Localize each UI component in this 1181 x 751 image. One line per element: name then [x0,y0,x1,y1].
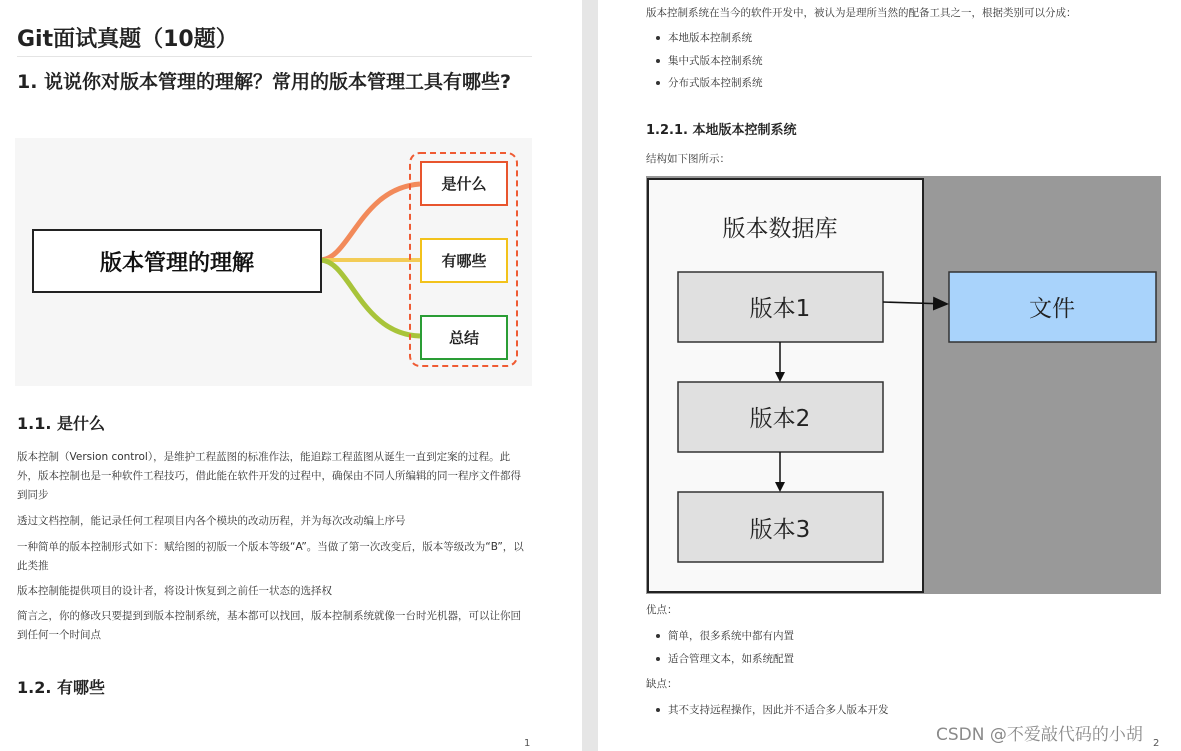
section-1-1-para-3: 一种简单的版本控制形式如下：赋给图的初版一个版本等级“A”。当做了第一次改变后，版本等级改为“B”，以此类推 [17,541,524,572]
list-item: 分布式版本控制系统 [646,75,1166,98]
section-1-1-para-1: 版本控制（Version control），是维护工程蓝图的标准作法，能追踪工程蓝图从诞生一直到定案的过程。此外，版本控制也是一种软件工程技巧，借此能在软件开发的过程中，确保由不同人所编辑的同一程序文件都得到同步 [17,451,521,501]
list-item: 本地版本控制系统 [646,30,1166,53]
section-1-2-1-heading: 1.2.1. 本地版本控制系统 [646,123,797,138]
branch-summary [320,260,420,336]
list-item: 集中式版本控制系统 [646,53,1166,76]
section-1-1-heading: 1.1. 是什么 [17,414,105,433]
page-gutter [582,0,598,751]
mindmap-svg [15,138,532,386]
file-label: 文件 [1029,296,1075,322]
version-3-label: 版本3 [749,517,811,543]
list-item: 简单，很多系统中都有内置 [646,628,1166,651]
pros-list [646,628,1166,673]
version-2-label: 版本2 [749,406,811,432]
page-number: 1 [524,738,531,749]
title-divider [17,56,532,57]
csdn-watermark: CSDN @不爱敲代码的小胡 [936,725,1143,745]
page-number: 2 [1153,738,1160,749]
mindmap-node-what-label: 是什么 [441,175,487,193]
list-item: 其不支持远程操作，因此并不适合多人版本开发 [646,702,1166,725]
document-page-2 [598,0,1181,751]
version-database-label: 版本数据库 [722,216,838,242]
mindmap-node-which-label: 有哪些 [441,252,487,270]
document-page-1 [0,0,582,751]
types-list [646,30,1166,98]
types-intro: 版本控制系统在当今的软件开发中，被认为是理所当然的配备工具之一，根据类别可以分成： [646,7,1077,19]
section-1-2-heading: 1.2. 有哪些 [17,678,105,697]
local-vcs-diagram [646,176,1161,594]
section-1-1-para-4: 版本控制能提供项目的设计者，将设计恢复到之前任一状态的选择权 [17,585,332,597]
section-1-1-para-2: 透过文档控制，能记录任何工程项目内各个模块的改动历程，并为每次改动编上序号 [17,515,406,527]
cons-label: 缺点： [646,678,678,690]
version-1-label: 版本1 [749,296,811,322]
branch-what [320,184,420,260]
mindmap-diagram [15,138,532,386]
document-title: Git面试真题（10题） [17,27,238,52]
mindmap-root-label: 版本管理的理解 [99,251,255,276]
list-item: 适合管理文本，如系统配置 [646,651,1166,674]
local-vcs-svg [646,176,1161,594]
section-1-1-para-5: 简言之，你的修改只要提到到版本控制系统，基本都可以找回，版本控制系统就像一台时光机器，可以让你回到任何一个时间点 [17,610,521,641]
mindmap-node-summary-label: 总结 [448,329,480,347]
pros-label: 优点： [646,604,678,616]
structure-caption: 结构如下图所示： [646,153,730,165]
section-1-heading: 1. 说说你对版本管理的理解？常用的版本管理工具有哪些? [17,71,512,93]
